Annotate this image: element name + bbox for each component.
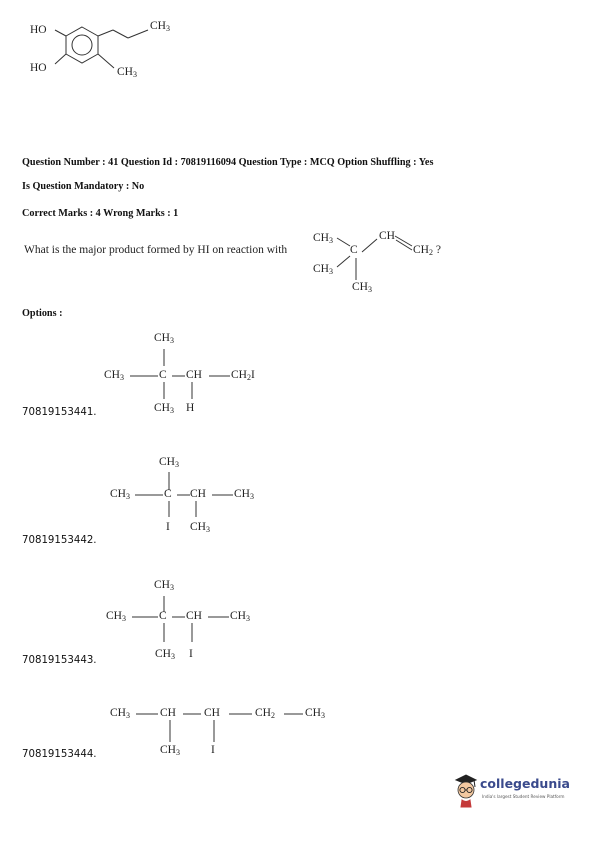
option-3-below-ch: I [189,648,193,660]
top-ho-lower: HO [30,62,47,74]
option-4-c1: $CH_3$ [110,707,130,720]
collegedunia-logo [452,772,582,812]
question-text: What is the major product formed by HI on reaction with [24,244,288,256]
option-1-c: C [159,369,167,381]
question-meta-line: Question Number : 41 Question Id : 70819116094 Question Type : MCQ Option Shuffling : Yes [22,157,434,168]
option-2-below-ch: $CH_3$ [190,521,210,534]
reactant-ch3-a: $CH_3$ [313,232,333,245]
option-2-top: $CH_3$ [159,456,179,469]
reactant-ch2: $CH_2$ ? [413,244,441,257]
option-4-below-c3: I [211,744,215,756]
option-3-right: $CH_3$ [230,610,250,623]
reactant-ch3-c: $CH_3$ [352,281,372,294]
option-1-below-ch: H [186,402,195,414]
option-3-c: C [159,610,167,622]
marks-line: Correct Marks : 4 Wrong Marks : 1 [22,208,179,219]
option-2-c: C [164,488,172,500]
option-1-below-c: $CH_3$ [154,402,174,415]
option-1-id[interactable]: 70819153441. [22,407,97,418]
reactant-c: C [350,244,358,256]
option-1-ch: CH [186,369,202,381]
reactant-ch3-b: $CH_3$ [313,263,333,276]
logo-tagline: India's largest Student Review Platform [482,794,565,799]
top-ch3-chain: $CH_3$ [150,20,170,33]
option-4-c4: $CH_2$ [255,707,275,720]
option-2-below-c: I [166,521,170,533]
top-ho-upper: HO [30,24,47,36]
option-1-left: $CH_3$ [104,369,124,382]
option-2-left: $CH_3$ [110,488,130,501]
option-2-ch: CH [190,488,206,500]
option-4-c3: CH [204,707,220,719]
options-label: Options : [22,308,63,319]
option-3-below-c: $CH_3$ [155,648,175,661]
top-ch3-methyl: $CH_3$ [117,66,137,79]
mandatory-line: Is Question Mandatory : No [22,181,145,192]
option-2-id[interactable]: 70819153442. [22,535,97,546]
option-3-id[interactable]: 70819153443. [22,655,97,666]
option-4-id[interactable]: 70819153444. [22,749,97,760]
option-3-ch: CH [186,610,202,622]
option-4-c5: $CH_3$ [305,707,325,720]
option-3-top: $CH_3$ [154,579,174,592]
reactant-ch: CH [379,230,395,242]
option-2-right: $CH_3$ [234,488,254,501]
mascot-icon [452,772,480,808]
option-1-top: $CH_3$ [154,332,174,345]
option-3-left: $CH_3$ [106,610,126,623]
logo-text: collegedunia [480,776,570,791]
option-4-c2: CH [160,707,176,719]
option-1-right: $CH_2I$ [231,369,255,382]
option-4-below-c2: $CH_3$ [160,744,180,757]
